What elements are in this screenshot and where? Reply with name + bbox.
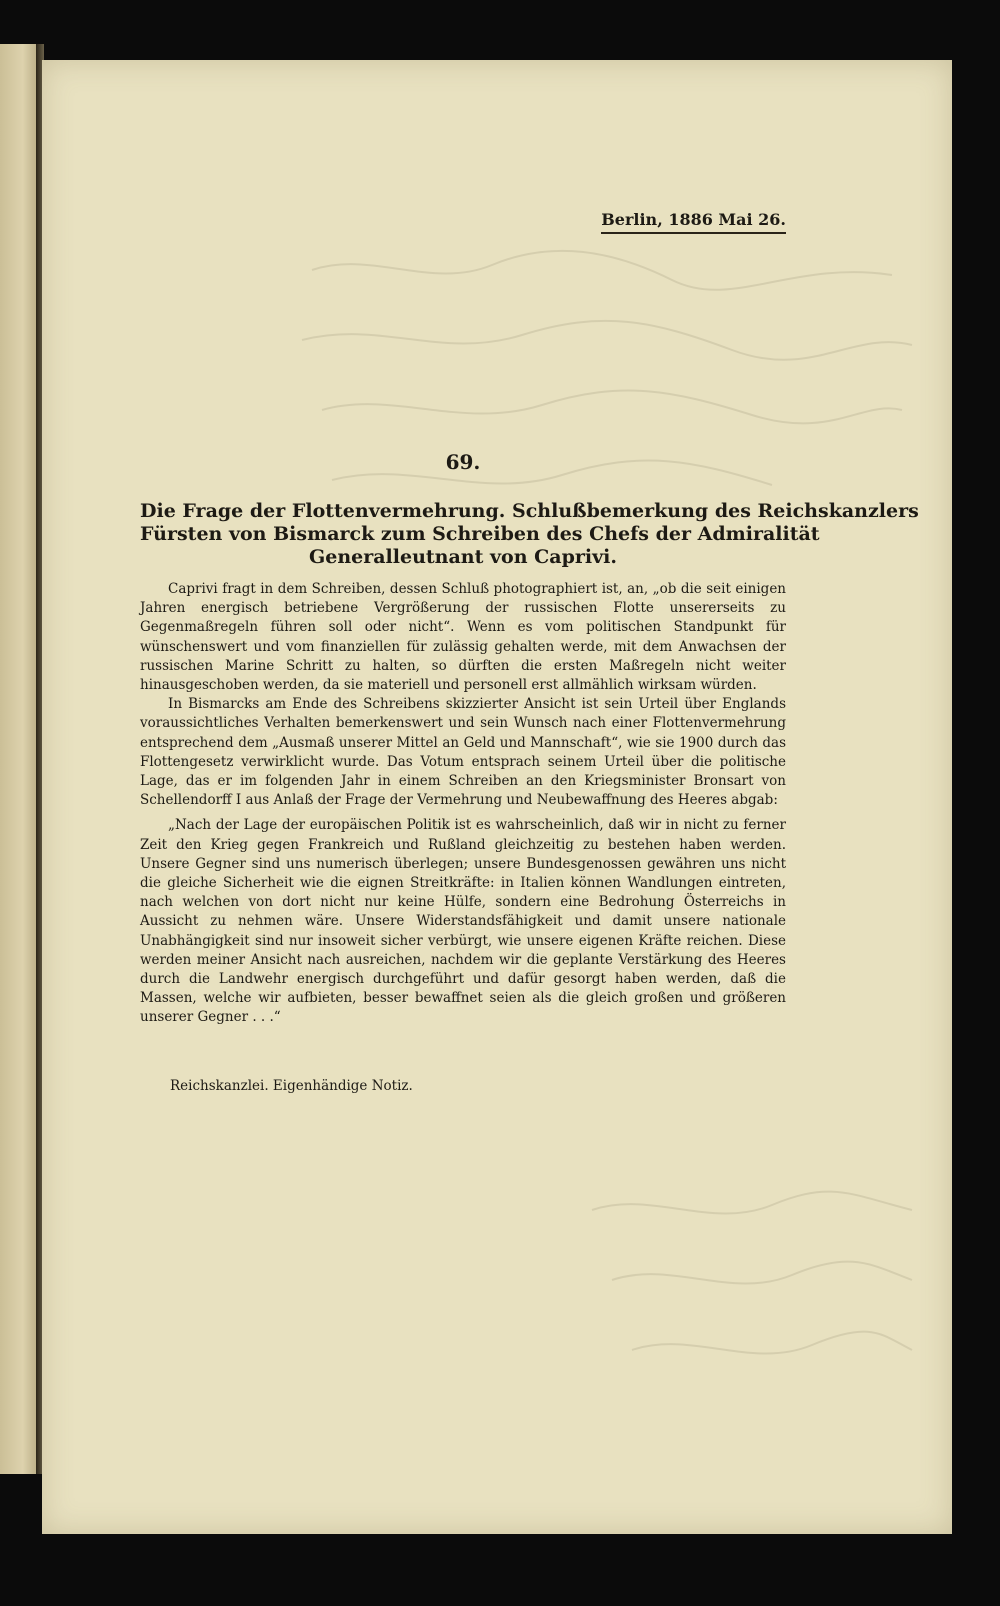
facing-page-edge (0, 44, 38, 1474)
title-line: Fürsten von Bismarck zum Schreiben des Chefs der Admiralität (140, 523, 820, 545)
document-title (140, 500, 919, 569)
title-line: Generalleutnant von Caprivi. (309, 546, 617, 568)
document-page (42, 60, 952, 1534)
document-body (140, 580, 786, 1028)
title-line: Die Frage der Flottenvermehrung. Schlußbemerkung des Reichskanzlers (140, 500, 919, 522)
document-number: 69. (445, 450, 481, 474)
body-paragraph: In Bismarcks am Ende des Schreibens skizzierter Ansicht ist sein Urteil über Englands voraussichtliches Verhalten bemerkenswert und sein Wunsch nach einer Flottenvermehrung entsprechend dem „Ausmaß unserer Mittel an Geld und Mannschaft“, wie sie 1900 durch das Flottengesetz verwirklicht wurde. Das Votum entsprach seinem Urteil über die politische Lage, das er im folgenden Jahr in einem Schreiben an den Kriegsminister Bronsart von Schellendorff I aus Anlaß der Frage der Vermehrung und Neubewaffnung des Heeres abgab: (140, 696, 786, 809)
source-note: Reichskanzlei. Eigenhändige Notiz. (170, 1078, 413, 1094)
body-paragraph: Caprivi fragt in dem Schreiben, dessen Schluß photographiert ist, an, „ob die seit einigen Jahren energisch betriebene Vergrößerung der russischen Flotte unsererseits zu Gegenmaßregeln führen soll oder nicht“. Wenn es vom politischen Standpunkt für wünschenswert und vom finanziellen für zulässig gehalten werde, mit dem Anwachsen der russischen Marine Schritt zu halten, so dürften die ersten Maßregeln nicht weiter hinausgeschoben werden, da sie materiell und personell erst allmählich wirksam würden. (140, 581, 786, 694)
dateline-header: Berlin, 1886 Mai 26. (601, 210, 786, 234)
quotation-paragraph: „Nach der Lage der europäischen Politik ist es wahrscheinlich, daß wir in nicht zu ferner Zeit den Krieg gegen Frankreich und Rußland gleichzeitig zu bestehen haben werden. Unsere Gegner sind uns numerisch überlegen; unsere Bundesgenossen gewähren uns nicht die gleiche Sicherheit wie die eignen Streitkräfte: in Italien können Wandlungen eintreten, nach welchen von dort nicht nur keine Hülfe, sondern eine Bedrohung Österreichs in Aussicht zu nehmen wäre. Unsere Widerstandsfähigkeit und damit unsere nationale Unabhängigkeit sind nur insoweit sicher verbürgt, wie unsere eigenen Kräfte reichen. Diese werden meiner Ansicht nach ausreichen, nachdem wir die geplante Verstärkung des Heeres durch die Landwehr energisch durchgeführt und dafür gesorgt haben werden, daß die Massen, welche wir aufbieten, besser bewaffnet seien als die gleich großen und größeren unserer Gegner . . .“ (140, 817, 786, 1026)
